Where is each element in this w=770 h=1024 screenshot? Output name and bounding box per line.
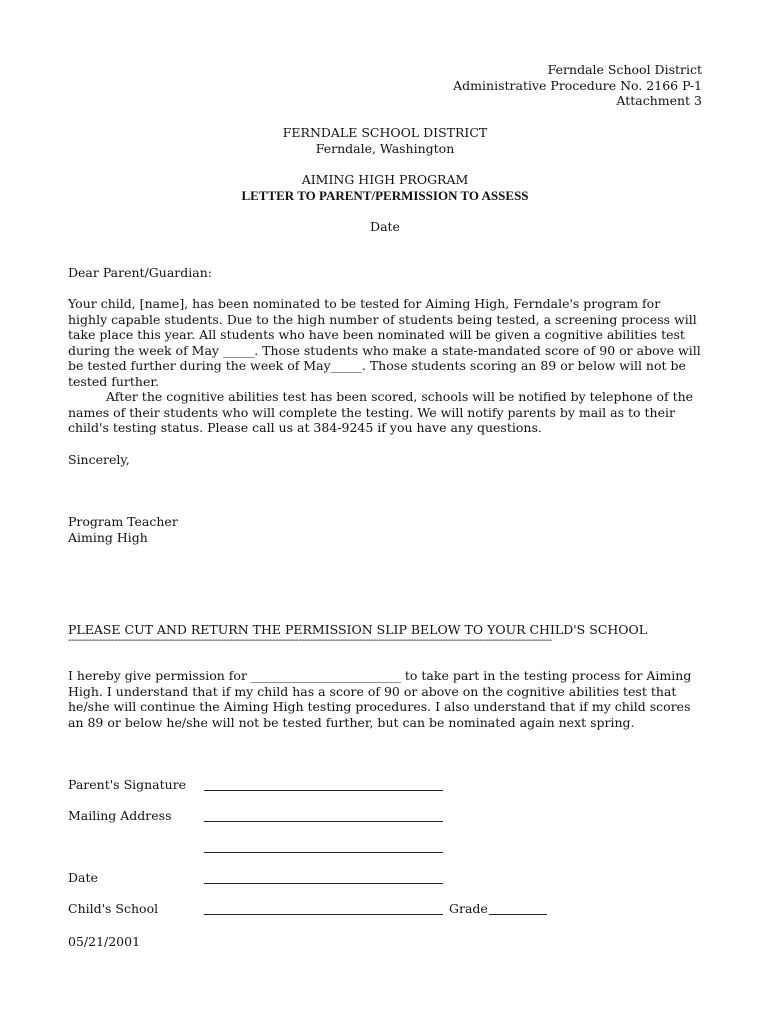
mailing-address-line-2[interactable] — [204, 852, 443, 853]
title-district: FERNDALE SCHOOL DISTRICT — [282, 125, 488, 140]
mailing-address-line-1[interactable] — [204, 821, 443, 822]
letter-title: LETTER TO PARENT/PERMISSION TO ASSESS — [241, 187, 529, 203]
childs-school-line[interactable] — [204, 914, 443, 915]
cut-notice: PLEASE CUT AND RETURN THE PERMISSION SLIP BELOW TO YOUR CHILD'S SCHOOL — [68, 622, 648, 637]
grade-label: Grade — [449, 901, 488, 916]
letter-paragraph-1: Your child, [name], has been nominated to be tested for Aiming High, Ferndale's program for highly capable students. Due to the high number of students being tested, a screening process will take place this year. All students who have been nominated will be given a cognitive abilities test during the week of May _____. Those students who make a state-mandated score of 90 or above will be tested further during the week of May_____. Those students scoring an 89 or below will not be tested further. — [68, 296, 701, 389]
title-block — [0, 125, 770, 156]
program-block — [0, 172, 770, 203]
signature-block — [68, 514, 702, 545]
parent-signature-line[interactable] — [204, 790, 443, 791]
header-attachment: Attachment 3 — [616, 93, 702, 108]
permission-paragraph: I hereby give permission for ________________________ to take part in the testing process for Aiming High. I understand that if my child has a score of 90 or above on the cognitive abilities test that he/she will continue the Aiming High testing procedures. I also understand that if my child scores an 89 or below he/she will not be tested further, but can be nominated again next spring. — [68, 668, 692, 730]
childs-school-label: Child's School — [68, 901, 159, 916]
date-field-label: Date — [68, 870, 98, 885]
footer-date: 05/21/2001 — [68, 934, 141, 949]
date-field-line[interactable] — [204, 883, 443, 884]
grade-line[interactable] — [489, 914, 547, 915]
mailing-address-label: Mailing Address — [68, 808, 172, 823]
title-location: Ferndale, Washington — [315, 140, 455, 156]
date-label: Date — [370, 219, 400, 234]
signer-program: Aiming High — [68, 529, 148, 545]
closing: Sincerely, — [68, 452, 130, 467]
letter-paragraph-2: After the cognitive abilities test has been scored, schools will be notified by telephone of the names of their students who will complete the testing. We will notify parents by mail as to their child's testing status. Please call us at 384-9245 if you have any questions. — [68, 389, 694, 436]
signer-title: Program Teacher — [68, 514, 178, 529]
salutation: Dear Parent/Guardian: — [68, 265, 212, 280]
header-district: Ferndale School District — [547, 62, 702, 77]
document-header — [453, 62, 702, 109]
cut-line: ------------------------------------------------------------------------------------------------------------------------------------------------------------------------ — [68, 636, 552, 646]
header-procedure: Administrative Procedure No. 2166 P-1 — [453, 77, 702, 93]
parent-signature-label: Parent's Signature — [68, 777, 187, 792]
title-program: AIMING HIGH PROGRAM — [301, 172, 469, 187]
